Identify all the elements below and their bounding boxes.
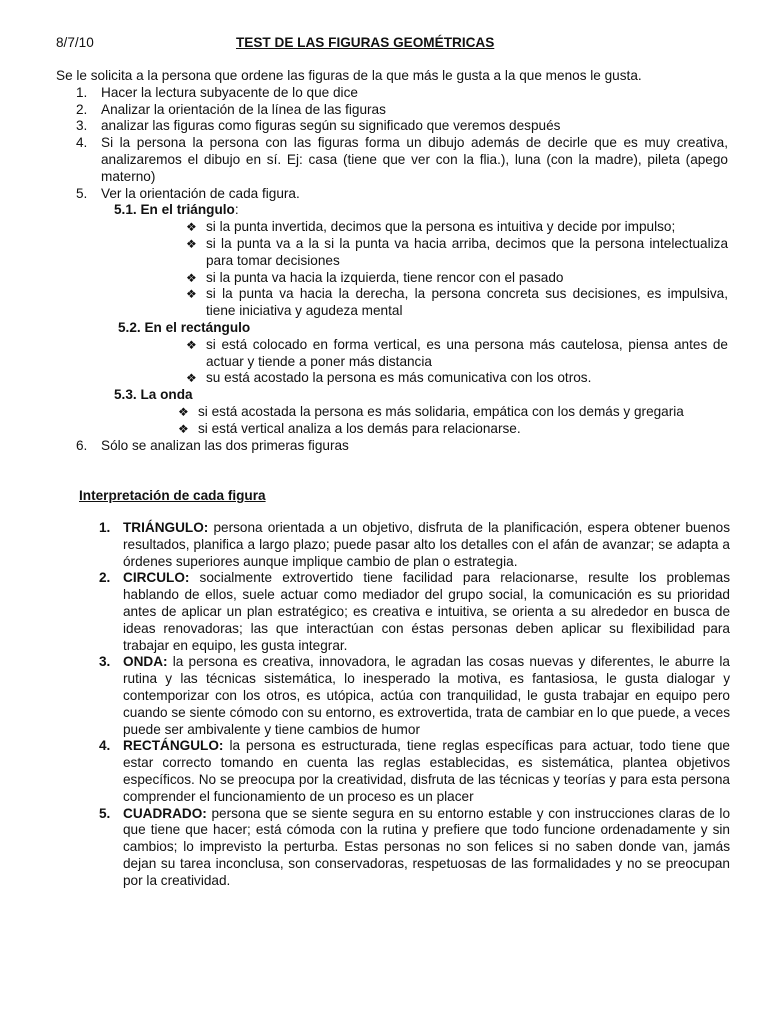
list-item-text: si la punta va hacia la izquierda, tiene rencor con el pasado xyxy=(206,269,564,285)
item-number: 5. xyxy=(99,805,111,821)
diamond-bullet-icon: ❖ xyxy=(186,236,197,251)
rectangle-heading-text: 5.2. En el rectángulo xyxy=(118,319,251,335)
steps-list xyxy=(56,85,728,203)
step-number: 2. xyxy=(76,101,88,117)
list-item-text: si la punta invertida, decimos que la persona es intuitiva y decide por impulso; xyxy=(206,219,676,235)
figure-description: la persona es creativa, innovadora, le agradan las cosas nuevas y diferentes, le aburre la rutina y las técnicas sistemática, lo inesperado la motiva, es fantasiosa, le gusta dialogar y contemporizar con los otros, es utópica, actúa con tranquilidad, le gusta trabajar en equipo pero cuando se siente cómodo con su entorno, es extrovertida, trata de cambiar en lo que puede, a veces puede ser ambivalente y tiene cambios de humor xyxy=(123,654,730,737)
step-number: 5. xyxy=(76,185,88,201)
document-title: TEST DE LAS FIGURAS GEOMÉTRICAS xyxy=(236,35,495,50)
diamond-bullet-icon: ❖ xyxy=(186,220,197,235)
item-number: 1. xyxy=(99,520,111,535)
diamond-bullet-icon: ❖ xyxy=(186,270,197,285)
triangle-heading-colon: : xyxy=(234,202,239,218)
diamond-bullet-icon: ❖ xyxy=(178,404,189,419)
figure-term: CUADRADO: xyxy=(123,805,207,821)
rectangle-list xyxy=(56,337,728,387)
interpretation-item xyxy=(56,738,730,805)
step-item xyxy=(56,438,728,455)
diamond-bullet-icon: ❖ xyxy=(186,371,197,386)
step-number: 6. xyxy=(76,437,88,453)
list-item xyxy=(56,270,728,287)
list-item xyxy=(56,219,728,236)
figure-description: socialmente extrovertido tiene facilidad para relacionarse, resulte los problemas hablando de ellos, suele actuar como mediador del grupo social, la comunicación es su prioridad antes de aplicar un plan estratégico; es creativa e intuitiva, se orienta a su alrededor en busca de ideas renovadoras; las que interactúan con éstas personas deben aplicar su flexibilidad para trabajar en equipo, les gusta integrar. xyxy=(123,570,730,653)
step-text: Hacer la lectura subyacente de lo que dice xyxy=(101,84,358,100)
figure-term: TRIÁNGULO: xyxy=(123,520,209,535)
list-item-text: si está colocado en forma vertical, es una persona más cautelosa, piensa antes de actuar y tiende a poner más distancia xyxy=(206,336,728,369)
list-item-text: su está acostado la persona es más comunicativa con los otros. xyxy=(206,370,592,386)
figure-term: RECTÁNGULO: xyxy=(123,738,224,754)
triangle-heading xyxy=(56,202,728,219)
interpretation-item xyxy=(56,654,730,738)
rectangle-heading xyxy=(56,320,728,337)
document-date: 8/7/10 xyxy=(56,35,94,50)
list-item-text: si la punta va hacia la derecha, la persona concreta sus decisiones, es impulsiva, tiene iniciativa y agudeza mental xyxy=(206,286,728,319)
interpretation-item xyxy=(56,570,730,654)
diamond-bullet-icon: ❖ xyxy=(178,421,189,436)
list-item xyxy=(56,404,728,421)
step-number: 4. xyxy=(76,135,88,151)
step-item xyxy=(56,118,728,135)
item-number: 2. xyxy=(99,570,111,586)
figure-term: ONDA: xyxy=(123,654,168,670)
interpretation-heading: Interpretación de cada figura xyxy=(79,488,266,503)
wave-heading xyxy=(56,387,728,404)
item-number: 4. xyxy=(99,738,111,754)
step-text: Ver la orientación de cada figura. xyxy=(101,185,300,201)
steps-list-continued xyxy=(56,438,728,455)
list-item-text: si la punta va a la si la punta va hacia arriba, decimos que la persona intelectualiza para tomar decisiones xyxy=(206,235,728,268)
interpretation-item xyxy=(56,806,730,890)
item-number: 3. xyxy=(99,654,111,670)
diamond-bullet-icon: ❖ xyxy=(186,287,197,302)
instructions-section xyxy=(56,68,728,454)
step-number: 3. xyxy=(76,118,88,134)
step-text: Si la persona la persona con las figuras forma un dibujo además de decirle que es muy creativa, analizaremos el dibujo en sí. Ej: casa (tiene que ver con la flia.), luna (con la madre), pileta (apego materno) xyxy=(101,135,728,184)
intro-paragraph: Se le solicita a la persona que ordene las figuras de la que más le gusta a la que menos le gusta. xyxy=(56,68,642,83)
step-text: Sólo se analizan las dos primeras figuras xyxy=(101,437,349,453)
step-item xyxy=(56,135,728,185)
interpretation-item xyxy=(56,520,730,570)
triangle-heading-text: 5.1. En el triángulo xyxy=(114,202,235,218)
wave-heading-text: 5.3. La onda xyxy=(114,387,193,403)
step-item xyxy=(56,186,728,203)
step-item xyxy=(56,102,728,119)
step-text: analizar las figuras como figuras según su significado que veremos después xyxy=(101,118,561,134)
list-item xyxy=(56,337,728,371)
list-item-text: si está acostada la persona es más solidaria, empática con los demás y gregaria xyxy=(198,403,684,419)
interpretation-list xyxy=(56,520,730,890)
step-item xyxy=(56,85,728,102)
figure-description: persona que se siente segura en su entorno estable y con instrucciones claras de lo que tiene que hacer; está cómoda con la rutina y prefiere que todo funcione ordenadamente y sin cambios; lo imprevisto la perturba. Estas personas no son felices si no saben donde van, jamás dejan su tarea inconclusa, son conservadoras, respetuosas de las formalidades y no se preocupan por la creatividad. xyxy=(123,805,730,888)
step-number: 1. xyxy=(76,84,88,100)
step-text: Analizar la orientación de la línea de las figuras xyxy=(101,101,386,117)
document-header xyxy=(56,35,716,53)
figure-description: la persona es estructurada, tiene reglas específicas para actuar, todo tiene que estar correcto tomando en cuenta las reglas establecidas, es sistemática, plantea objetivos específicos. No se preocupa por la creatividad, disfruta de las técnicas y teorías y para esta persona comprender el funcionamiento de un proceso es un placer xyxy=(123,738,730,804)
list-item xyxy=(56,286,728,320)
wave-list xyxy=(56,404,728,438)
list-item xyxy=(56,370,728,387)
triangle-list xyxy=(56,219,728,320)
figure-description: persona orientada a un objetivo, disfruta de la planificación, espera obtener buenos resultados, planifica a largo plazo; puede pasar alto los detalles con el afán de avanzar; se adapta a órdenes superiores aunque implique cambio de plan o estrategia. xyxy=(123,520,730,569)
diamond-bullet-icon: ❖ xyxy=(186,337,197,352)
figure-term: CIRCULO: xyxy=(123,570,190,586)
list-item-text: si está vertical analiza a los demás para relacionarse. xyxy=(198,420,521,436)
list-item xyxy=(56,236,728,270)
list-item xyxy=(56,421,728,438)
